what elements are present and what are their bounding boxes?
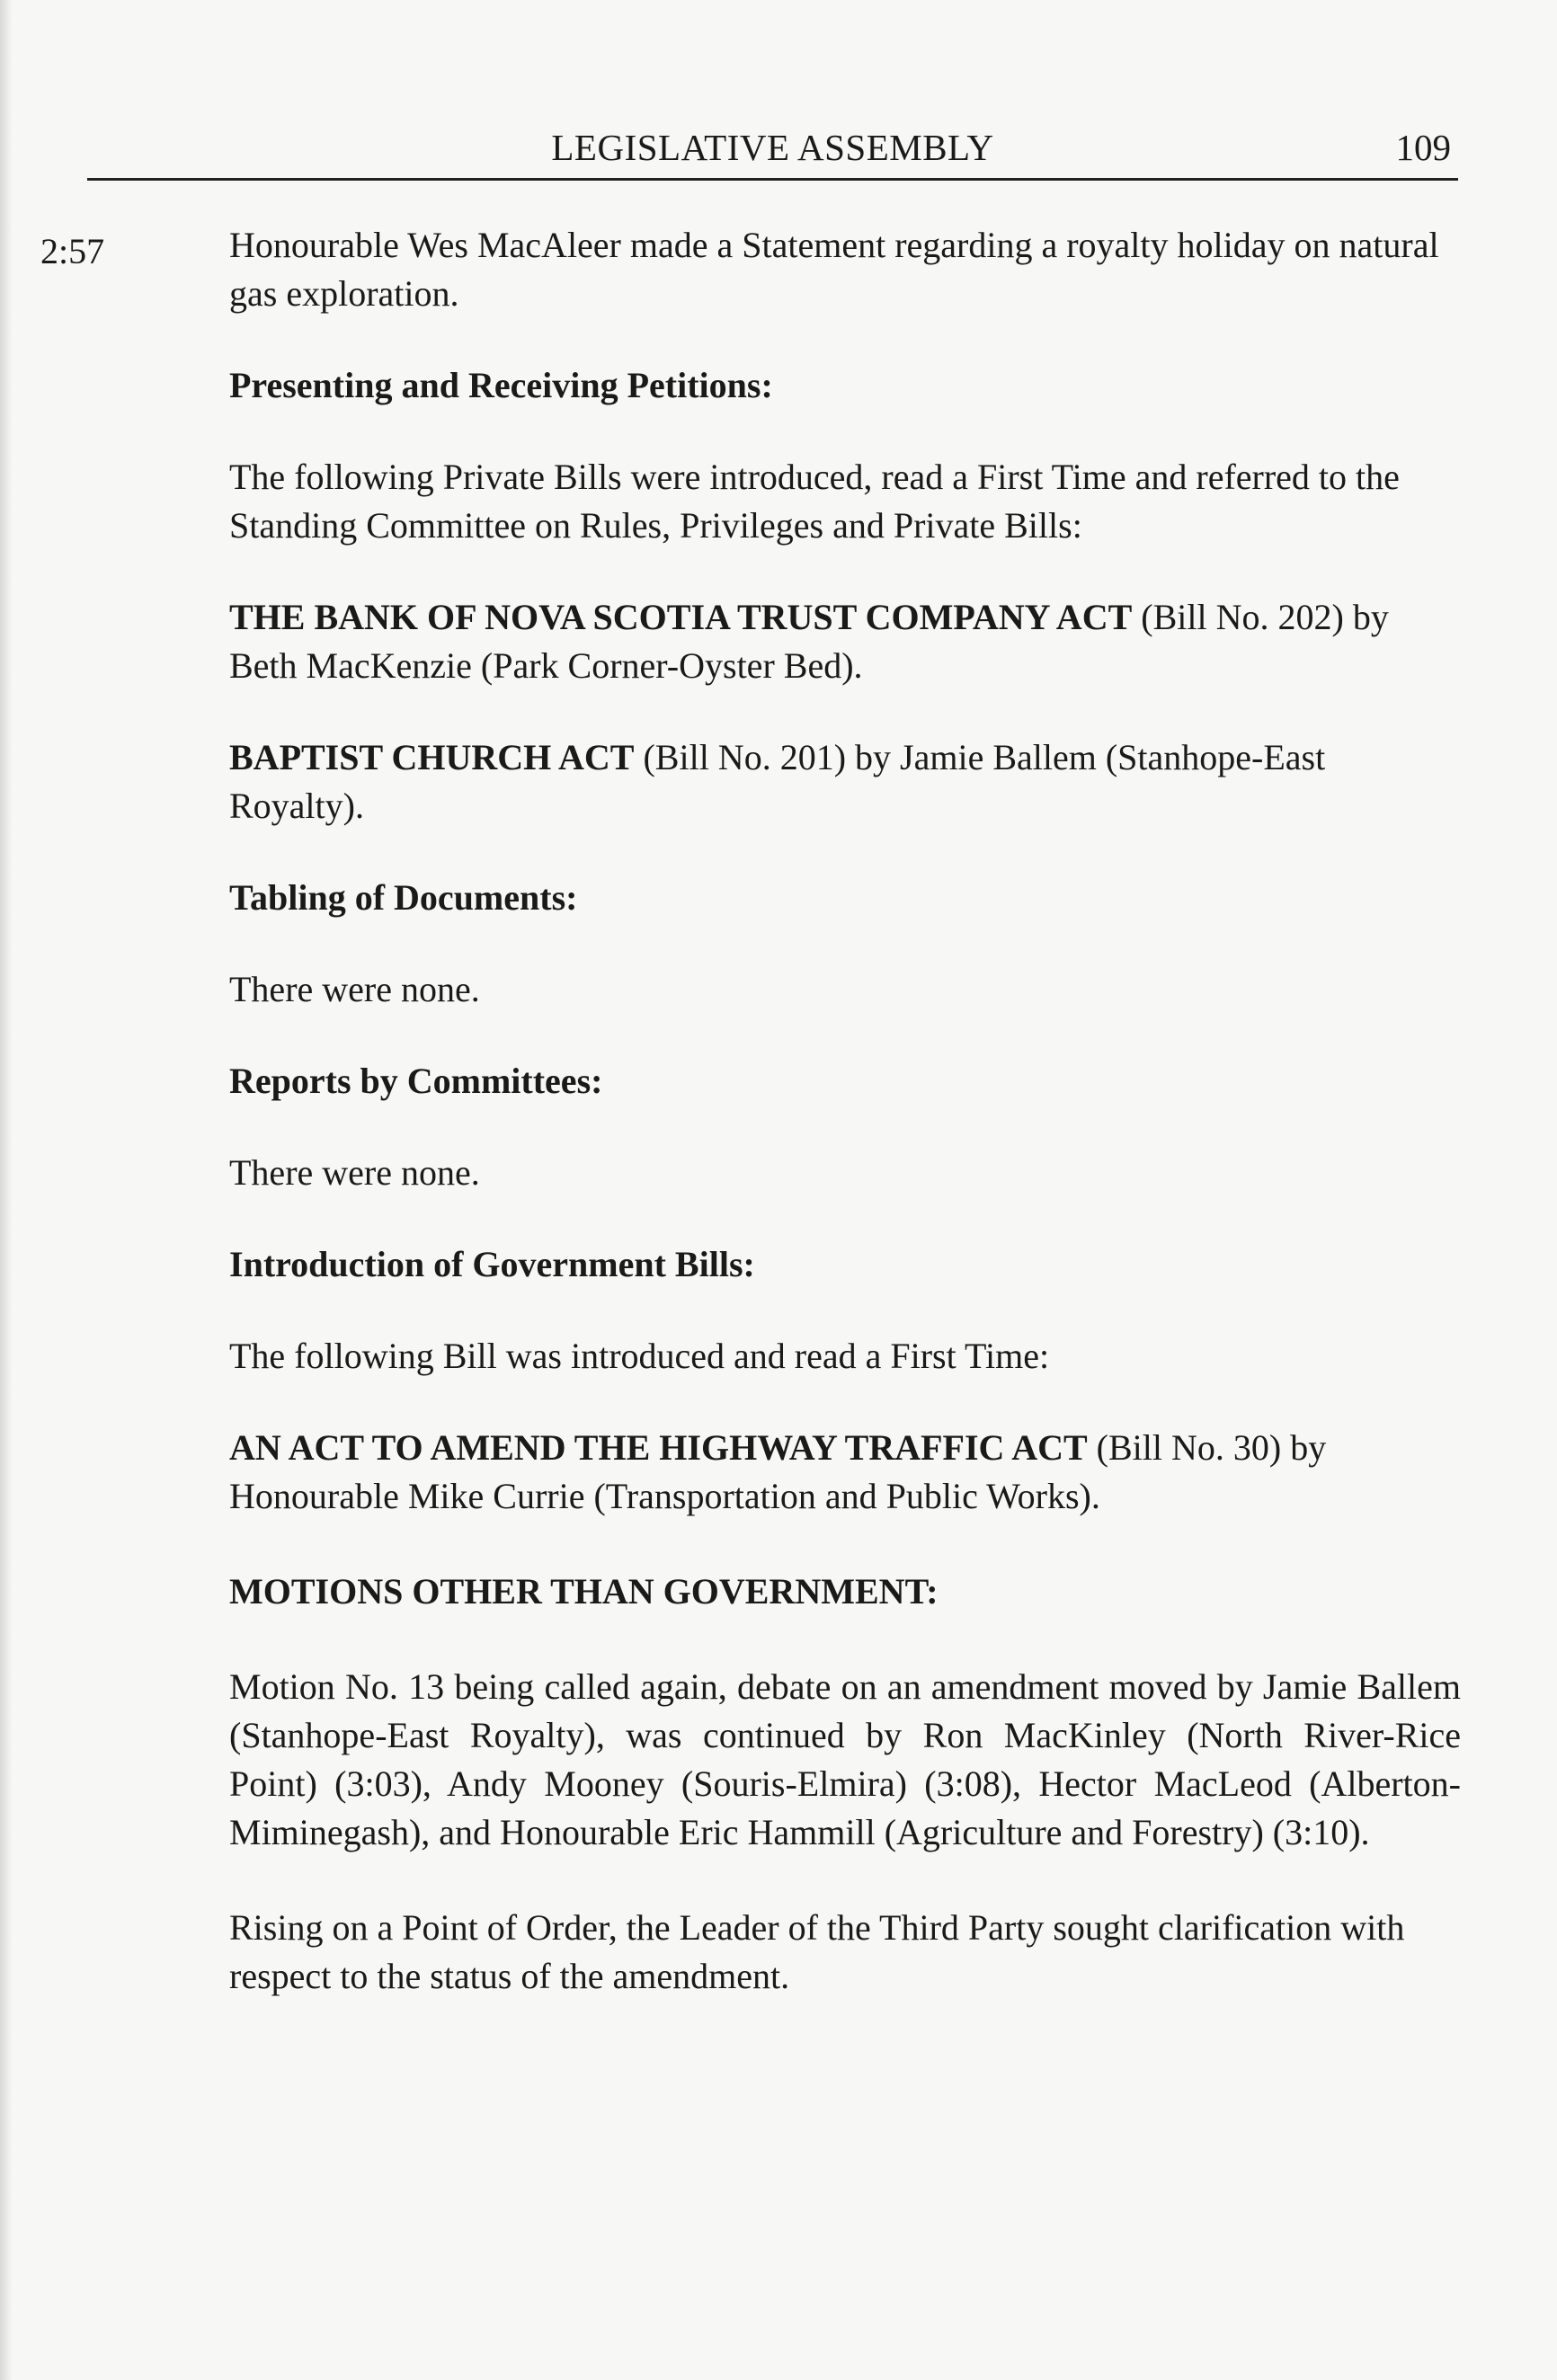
petitions-intro: The following Private Bills were introduced, read a First Time and referred to the Standing Committee on Rules, Privileges and Private Bills: (229, 457, 1400, 546)
motions-heading: MOTIONS OTHER THAN GOVERNMENT: (229, 1571, 939, 1612)
page-number: 109 (1395, 127, 1451, 168)
tabling-heading: Tabling of Documents: (229, 877, 578, 918)
bill-detail: (Bill No. 30) by Honourable Mike Currie (Transportation and Public Works). (229, 1427, 1327, 1516)
private-bill-201 (229, 733, 1461, 830)
entry-timestamp: 2:57 (40, 231, 105, 271)
government-bill-30 (229, 1424, 1461, 1521)
bill-title: THE BANK OF NOVA SCOTIA TRUST COMPANY ACT (229, 597, 1133, 637)
motions-paragraph-1: Motion No. 13 being called again, debate on an amendment moved by Jamie Ballem (Stanhope-East Royalty), was continued by Ron MacKinley (North River-Rice Point) (3:03), Andy Mooney (Souris-Elmira) (3:08), Hector MacLeod (Alberton-Miminegash), and Honourable Eric Hammill (Agriculture and Forestry) (3:10). (229, 1666, 1461, 1852)
page-body (229, 221, 1461, 2001)
government-bills-heading: Introduction of Government Bills: (229, 1244, 755, 1284)
header-title: LEGISLATIVE ASSEMBLY (551, 127, 994, 168)
bill-title: BAPTIST CHURCH ACT (229, 737, 635, 777)
bill-title: AN ACT TO AMEND THE HIGHWAY TRAFFIC ACT (229, 1427, 1088, 1468)
bill-detail: (Bill No. 201) by Jamie Ballem (Stanhope-East Royalty). (229, 737, 1326, 826)
private-bill-202 (229, 593, 1461, 690)
tabling-text: There were none. (229, 969, 480, 1009)
bill-detail: (Bill No. 202) by Beth MacKenzie (Park Corner-Oyster Bed). (229, 597, 1389, 686)
page-edge-shadow (0, 0, 13, 2380)
petitions-heading: Presenting and Receiving Petitions: (229, 365, 773, 405)
statement-paragraph: Honourable Wes MacAleer made a Statement regarding a royalty holiday on natural gas exploration. (229, 225, 1439, 314)
motions-paragraph-2: Rising on a Point of Order, the Leader of the Third Party sought clarification with respect to the status of the amendment. (229, 1907, 1405, 1996)
government-bills-intro: The following Bill was introduced and read a First Time: (229, 1336, 1050, 1376)
reports-heading: Reports by Committees: (229, 1061, 603, 1101)
page-header (87, 126, 1458, 181)
reports-text: There were none. (229, 1152, 480, 1193)
